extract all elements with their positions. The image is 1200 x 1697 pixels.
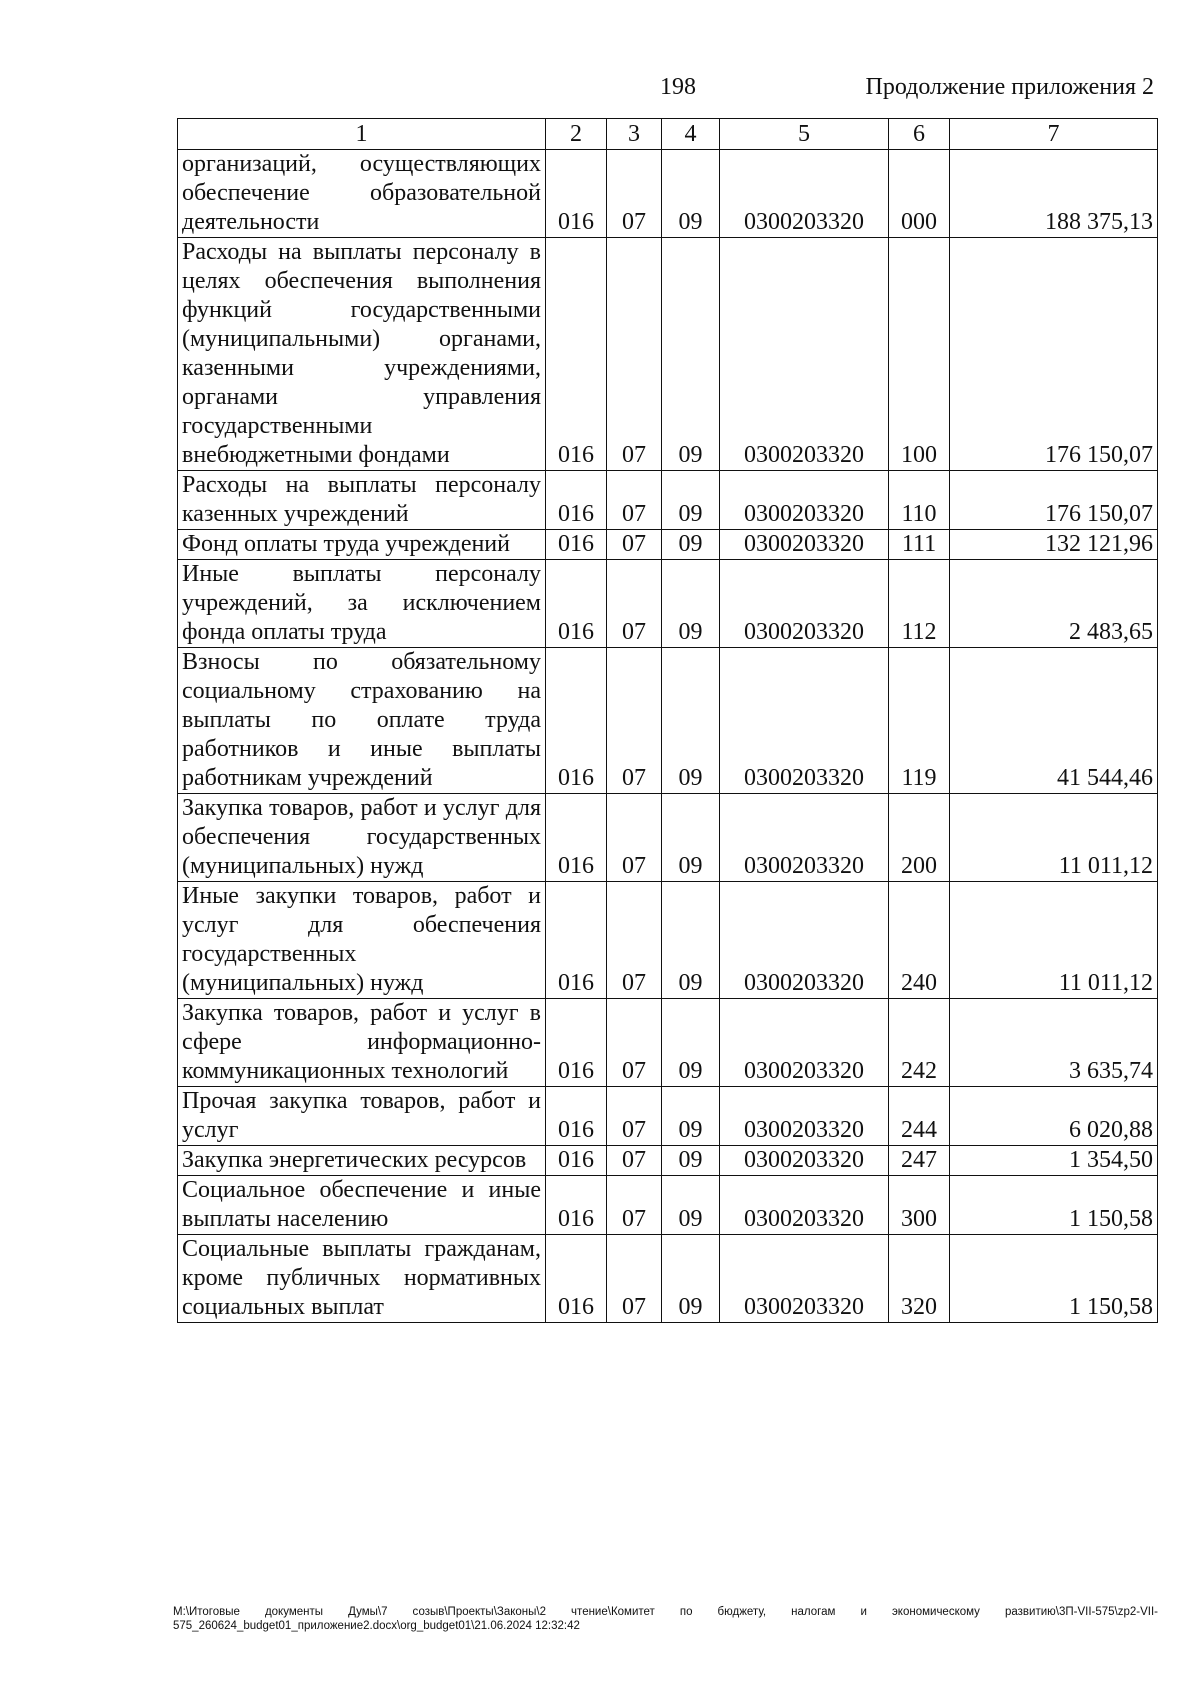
row-expense-type: 000	[889, 150, 950, 238]
row-subsection-code: 09	[662, 560, 720, 648]
row-subsection-code: 09	[662, 530, 720, 560]
row-description: Взносы по обязательному социальному страхованию на выплаты по оплате труда работников и иные выплаты работникам учреждений	[178, 648, 546, 794]
column-header: 5	[720, 119, 889, 150]
row-subsection-code: 09	[662, 882, 720, 999]
row-amount: 2 483,65	[950, 560, 1158, 648]
table-row	[178, 794, 1158, 882]
table-row	[178, 560, 1158, 648]
row-ministry-code: 016	[546, 530, 607, 560]
row-target-article: 0300203320	[720, 1087, 889, 1146]
row-description: Фонд оплаты труда учреждений	[178, 530, 546, 560]
row-subsection-code: 09	[662, 648, 720, 794]
row-description: Расходы на выплаты персоналу казенных учреждений	[178, 471, 546, 530]
row-ministry-code: 016	[546, 999, 607, 1087]
row-description: Социальное обеспечение и иные выплаты населению	[178, 1176, 546, 1235]
row-section-code: 07	[607, 1176, 662, 1235]
row-target-article: 0300203320	[720, 648, 889, 794]
row-expense-type: 247	[889, 1146, 950, 1176]
column-header: 6	[889, 119, 950, 150]
row-description: организаций, осуществляющих обеспечение образовательной деятельности	[178, 150, 546, 238]
row-target-article: 0300203320	[720, 794, 889, 882]
row-subsection-code: 09	[662, 1176, 720, 1235]
table-header-row	[178, 119, 1158, 150]
row-amount: 1 150,58	[950, 1235, 1158, 1323]
row-subsection-code: 09	[662, 1146, 720, 1176]
row-section-code: 07	[607, 238, 662, 471]
column-header: 2	[546, 119, 607, 150]
row-expense-type: 240	[889, 882, 950, 999]
row-ministry-code: 016	[546, 150, 607, 238]
row-subsection-code: 09	[662, 794, 720, 882]
row-amount: 176 150,07	[950, 238, 1158, 471]
table-row	[178, 1235, 1158, 1323]
row-target-article: 0300203320	[720, 1176, 889, 1235]
column-header: 4	[662, 119, 720, 150]
row-expense-type: 119	[889, 648, 950, 794]
table-row	[178, 530, 1158, 560]
row-amount: 11 011,12	[950, 794, 1158, 882]
row-ministry-code: 016	[546, 1176, 607, 1235]
column-header: 7	[950, 119, 1158, 150]
row-amount: 3 635,74	[950, 999, 1158, 1087]
row-expense-type: 111	[889, 530, 950, 560]
continuation-label: Продолжение приложения 2	[865, 74, 1154, 100]
row-amount: 11 011,12	[950, 882, 1158, 999]
row-target-article: 0300203320	[720, 471, 889, 530]
row-amount: 188 375,13	[950, 150, 1158, 238]
row-section-code: 07	[607, 1087, 662, 1146]
row-section-code: 07	[607, 1146, 662, 1176]
row-description: Иные выплаты персоналу учреждений, за исключением фонда оплаты труда	[178, 560, 546, 648]
row-description: Закупка товаров, работ и услуг для обеспечения государственных (муниципальных) нужд	[178, 794, 546, 882]
row-amount: 176 150,07	[950, 471, 1158, 530]
table-row	[178, 471, 1158, 530]
row-section-code: 07	[607, 882, 662, 999]
table-row	[178, 238, 1158, 471]
row-expense-type: 110	[889, 471, 950, 530]
row-amount: 1 150,58	[950, 1176, 1158, 1235]
row-amount: 41 544,46	[950, 648, 1158, 794]
row-expense-type: 112	[889, 560, 950, 648]
table-row	[178, 882, 1158, 999]
row-expense-type: 100	[889, 238, 950, 471]
footer-file-path: M:\Итоговые документы Думы\7 созыв\Проекты\Законы\2 чтение\Комитет по бюджету, налогам и экономическому развитию\3П-VII-575\zp2-VII-575_260624_budget01_приложение2.docx\org_budget01\21.06.2024 12:32:42	[173, 1606, 1158, 1632]
budget-table	[177, 118, 1158, 1323]
row-expense-type: 244	[889, 1087, 950, 1146]
row-ministry-code: 016	[546, 648, 607, 794]
row-ministry-code: 016	[546, 238, 607, 471]
row-ministry-code: 016	[546, 794, 607, 882]
row-amount: 132 121,96	[950, 530, 1158, 560]
row-ministry-code: 016	[546, 1087, 607, 1146]
row-ministry-code: 016	[546, 1235, 607, 1323]
row-amount: 1 354,50	[950, 1146, 1158, 1176]
page-number: 198	[660, 74, 696, 100]
row-ministry-code: 016	[546, 882, 607, 999]
row-target-article: 0300203320	[720, 999, 889, 1087]
row-target-article: 0300203320	[720, 1146, 889, 1176]
row-amount: 6 020,88	[950, 1087, 1158, 1146]
row-description: Закупка энергетических ресурсов	[178, 1146, 546, 1176]
row-subsection-code: 09	[662, 1087, 720, 1146]
row-ministry-code: 016	[546, 560, 607, 648]
row-section-code: 07	[607, 150, 662, 238]
row-ministry-code: 016	[546, 471, 607, 530]
row-target-article: 0300203320	[720, 530, 889, 560]
table-row	[178, 1146, 1158, 1176]
row-section-code: 07	[607, 794, 662, 882]
row-description: Иные закупки товаров, работ и услуг для обеспечения государственных (муниципальных) нужд	[178, 882, 546, 999]
row-target-article: 0300203320	[720, 238, 889, 471]
row-subsection-code: 09	[662, 471, 720, 530]
row-subsection-code: 09	[662, 999, 720, 1087]
row-expense-type: 300	[889, 1176, 950, 1235]
row-description: Социальные выплаты гражданам, кроме публичных нормативных социальных выплат	[178, 1235, 546, 1323]
row-description: Прочая закупка товаров, работ и услуг	[178, 1087, 546, 1146]
table-row	[178, 1087, 1158, 1146]
row-section-code: 07	[607, 1235, 662, 1323]
row-description: Закупка товаров, работ и услуг в сфере информационно-коммуникационных технологий	[178, 999, 546, 1087]
table-row	[178, 150, 1158, 238]
row-target-article: 0300203320	[720, 1235, 889, 1323]
row-section-code: 07	[607, 648, 662, 794]
row-target-article: 0300203320	[720, 150, 889, 238]
row-description: Расходы на выплаты персоналу в целях обеспечения выполнения функций государственными (муниципальными) органами, казенными учреждениями, органами управления государственными внебюджетными фондами	[178, 238, 546, 471]
row-expense-type: 320	[889, 1235, 950, 1323]
row-target-article: 0300203320	[720, 882, 889, 999]
table-row	[178, 648, 1158, 794]
column-header: 1	[178, 119, 546, 150]
row-section-code: 07	[607, 471, 662, 530]
row-subsection-code: 09	[662, 1235, 720, 1323]
table-row	[178, 1176, 1158, 1235]
row-subsection-code: 09	[662, 238, 720, 471]
row-subsection-code: 09	[662, 150, 720, 238]
row-ministry-code: 016	[546, 1146, 607, 1176]
row-section-code: 07	[607, 560, 662, 648]
row-expense-type: 200	[889, 794, 950, 882]
table-row	[178, 999, 1158, 1087]
column-header: 3	[607, 119, 662, 150]
row-target-article: 0300203320	[720, 560, 889, 648]
row-section-code: 07	[607, 999, 662, 1087]
row-section-code: 07	[607, 530, 662, 560]
row-expense-type: 242	[889, 999, 950, 1087]
